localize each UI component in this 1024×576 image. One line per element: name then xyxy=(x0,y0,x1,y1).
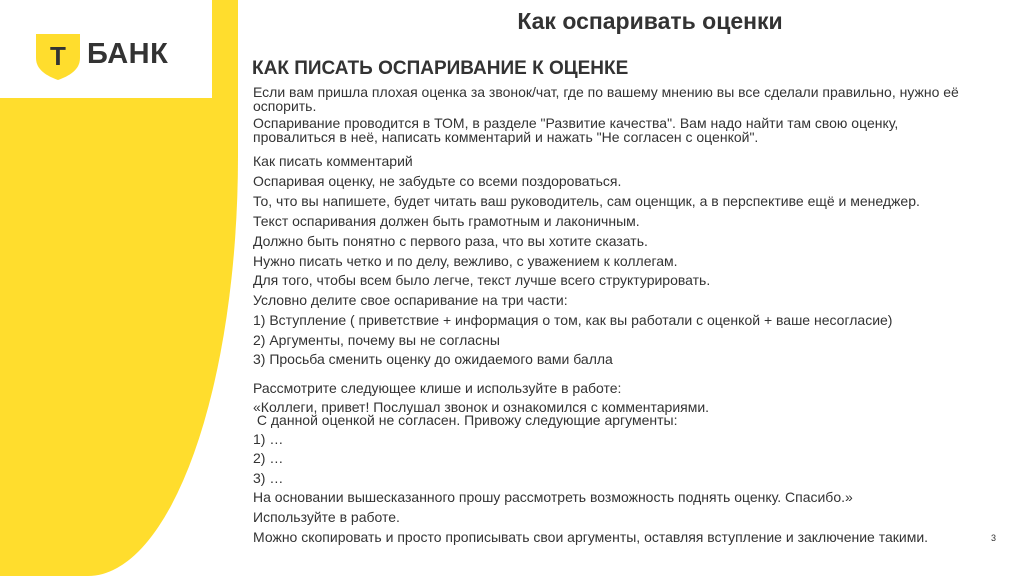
intro-paragraph-1: Если вам пришла плохая оценка за звонок/чат, где по вашему мнению вы все сделали правильно, нужно её оспорить. xyxy=(253,84,959,114)
cliche-line: «Коллеги, привет! Послушал звонок и ознакомился с комментариями. xyxy=(253,399,710,415)
body-line: Как писать комментарий xyxy=(253,153,413,169)
body-line: Оспаривая оценку, не забудьте со всеми поздороваться. xyxy=(253,173,622,189)
bottom-line: 1) … xyxy=(253,431,284,447)
body-line: 3) Просьба сменить оценку до ожидаемого вами балла xyxy=(253,351,613,367)
body-line: Нужно писать четко и по делу, вежливо, с уважением к коллегам. xyxy=(253,253,678,269)
body-line: 2) Аргументы, почему вы не согласны xyxy=(253,332,500,348)
body-line: Текст оспаривания должен быть грамотным и лаконичным. xyxy=(253,213,640,229)
body-line: Для того, чтобы всем было легче, текст лучше всего структурировать. xyxy=(253,272,711,288)
bottom-line: 2) … xyxy=(253,450,284,466)
page-title: Как оспаривать оценки xyxy=(517,8,783,34)
body-line: Условно делите свое оспаривание на три части: xyxy=(253,292,568,308)
shield-icon xyxy=(36,34,80,80)
body-line: То, что вы напишете, будет читать ваш руководитель, сам оценщик, а в перспективе ещё и менеджер. xyxy=(253,193,920,209)
body-line: Должно быть понятно с первого раза, что вы хотите сказать. xyxy=(253,233,648,249)
bottom-line: 3) … xyxy=(253,470,284,486)
cliche-intro: Рассмотрите следующее клише и используйте в работе: xyxy=(253,380,622,396)
body-line: 1) Вступление ( приветствие + информация о том, как вы работали с оценкой + ваше несогласие) xyxy=(253,312,893,328)
cliche-line: С данной оценкой не согласен. Привожу следующие аргументы: xyxy=(253,412,678,428)
bottom-line: Можно скопировать и просто прописывать свои аргументы, оставляя вступление и заключение такими. xyxy=(253,529,929,545)
page-number: 3 xyxy=(991,533,997,543)
logo-letter: Т xyxy=(50,41,66,71)
logo xyxy=(0,0,212,98)
bottom-line: Используйте в работе. xyxy=(253,509,400,525)
intro-paragraph-2: Оспаривание проводится в ТОМ, в разделе "Развитие качества". Вам надо найти там свою оценку, провалиться в неё, написать комментарий и нажать "Не согласен с оценкой". xyxy=(253,115,899,145)
section-heading: КАК ПИСАТЬ ОСПАРИВАНИЕ К ОЦЕНКЕ xyxy=(252,58,629,79)
logo-text: БАНК xyxy=(87,38,169,70)
bottom-line: На основании вышесказанного прошу рассмотреть возможность поднять оценку. Спасибо.» xyxy=(253,489,853,505)
